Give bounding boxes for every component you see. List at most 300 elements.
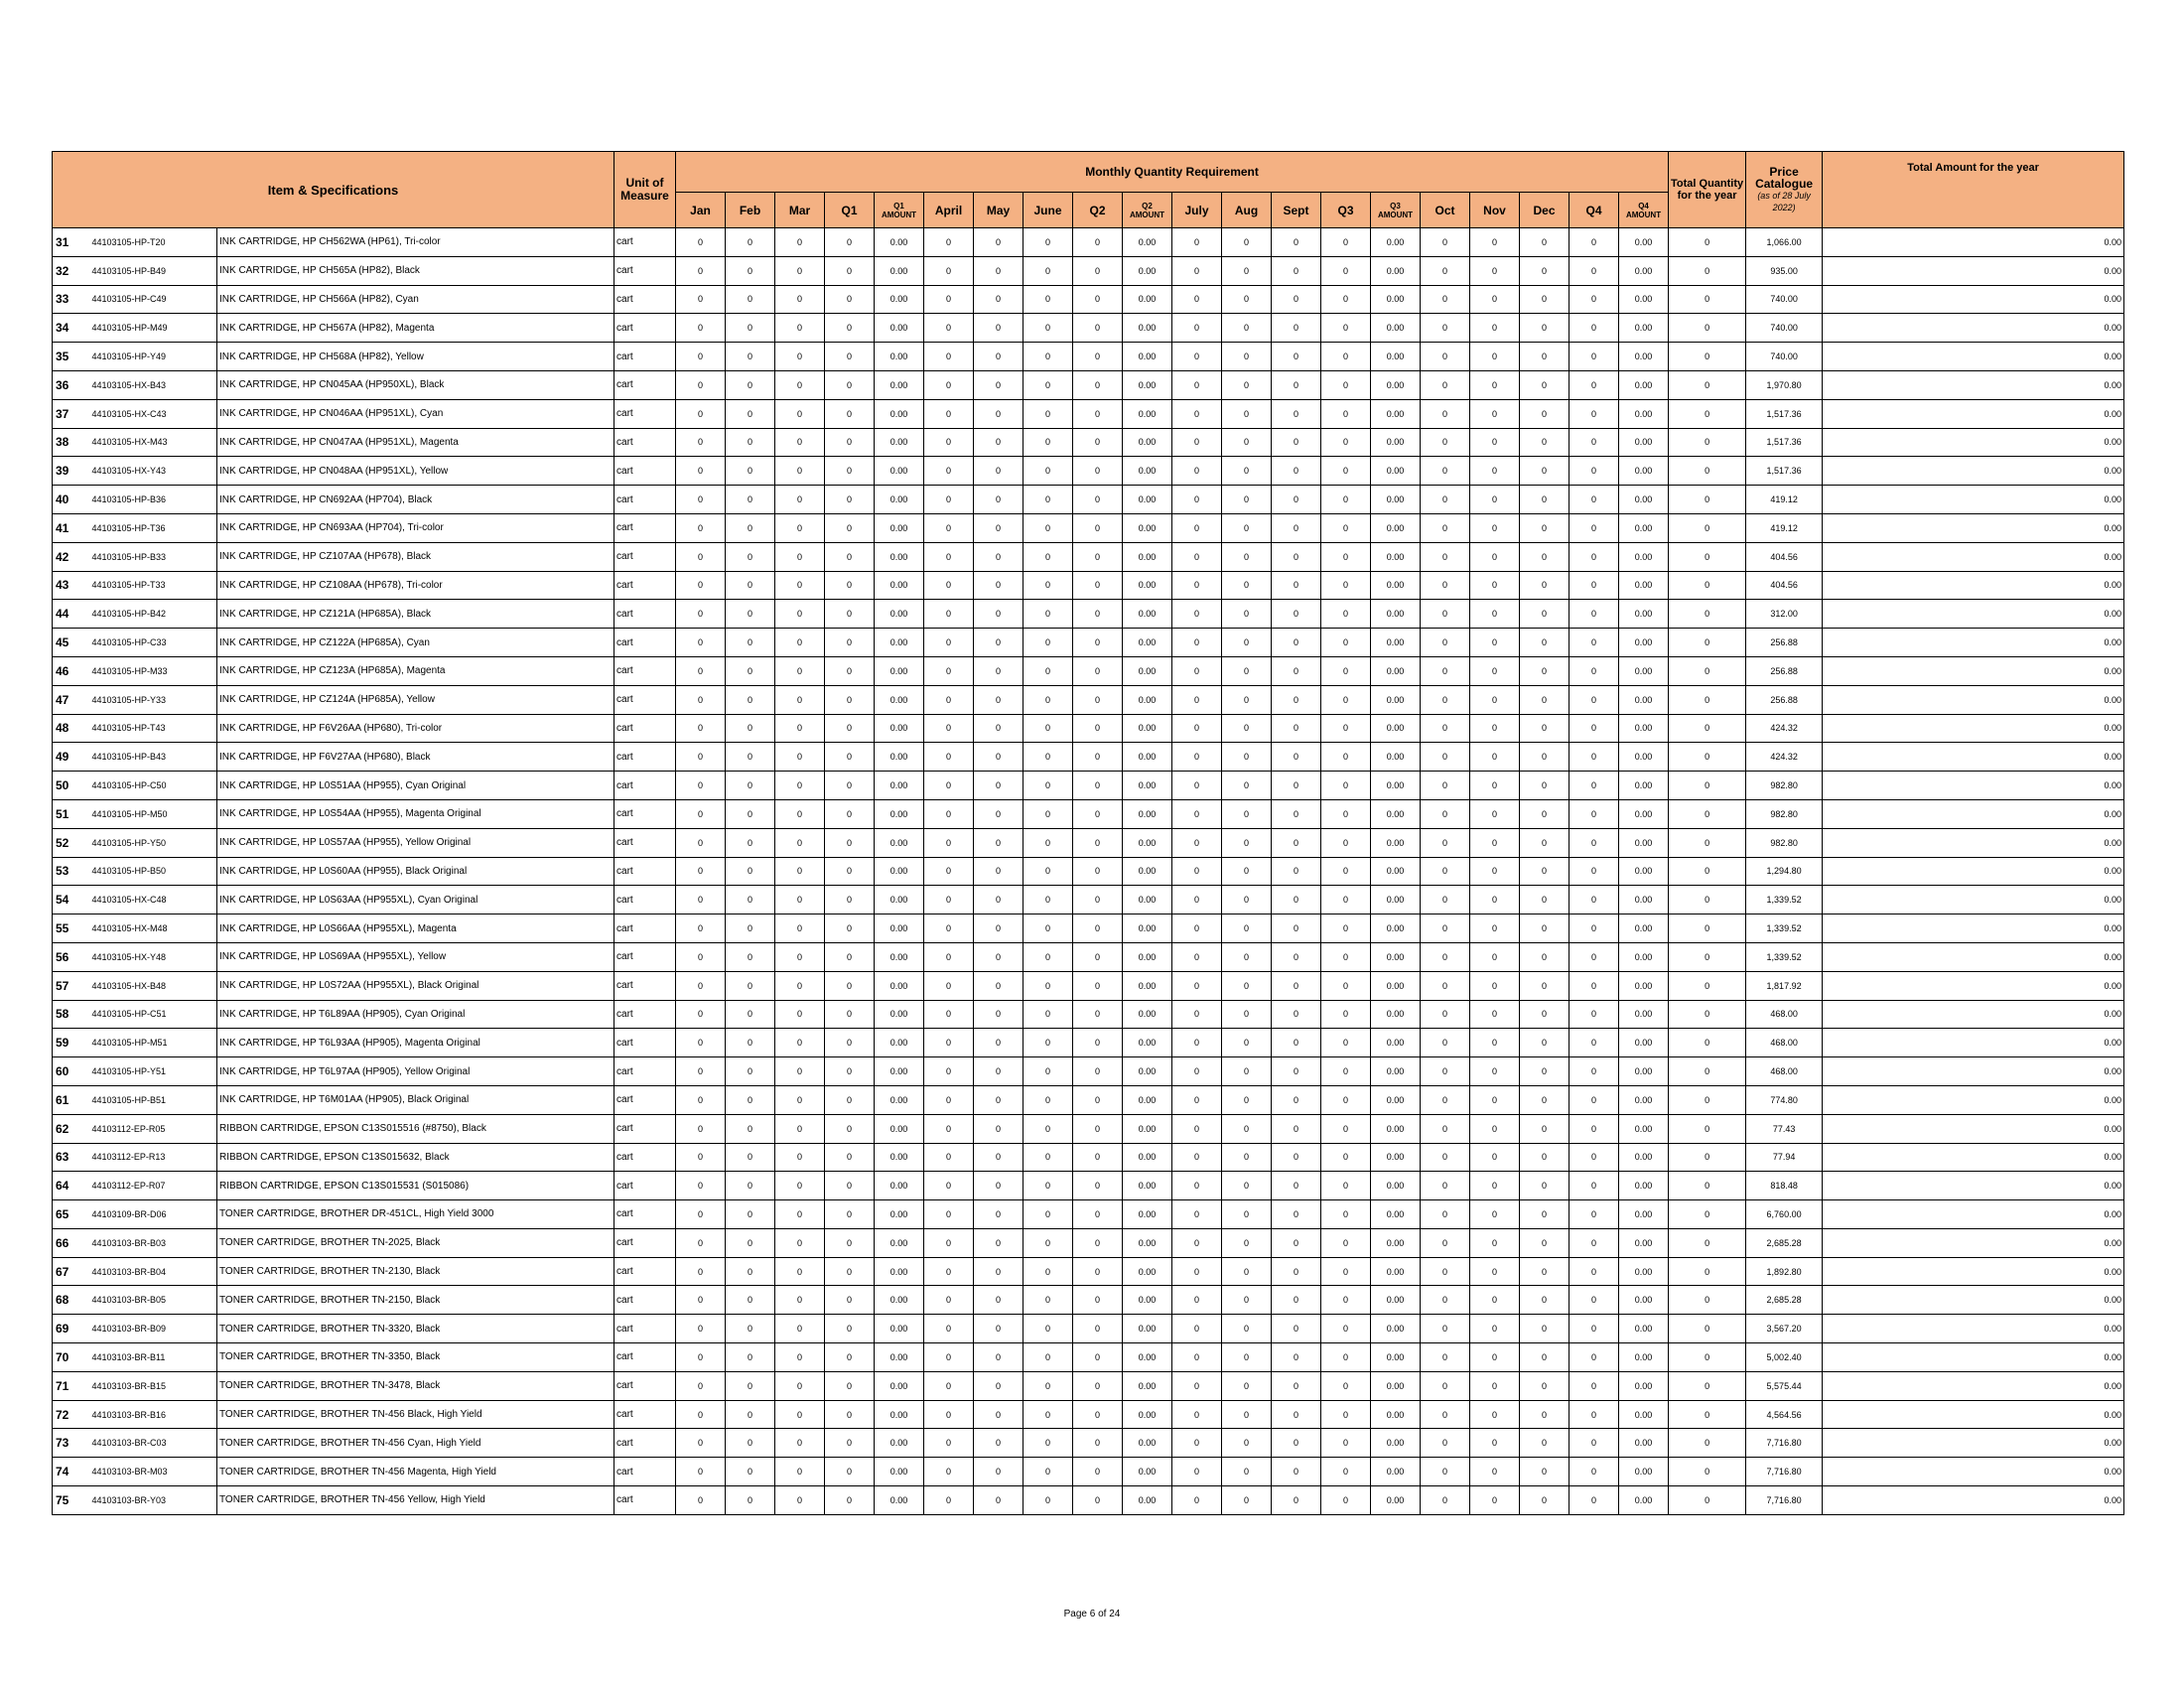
quarter-amount-cell: 0.00: [1371, 1343, 1421, 1372]
price-cell: 1,339.52: [1746, 942, 1823, 971]
item-number: 48: [53, 714, 90, 743]
quantity-cell: 0: [924, 857, 974, 886]
quarter-amount-cell: 0.00: [875, 772, 924, 800]
quarter-amount-cell: 0.00: [1619, 1200, 1669, 1229]
quantity-cell: 0: [1470, 399, 1520, 428]
price-cell: 424.32: [1746, 743, 1823, 772]
quantity-cell: 0: [676, 486, 726, 514]
total-quantity-cell: 0: [1669, 1085, 1746, 1114]
quantity-cell: 0: [775, 228, 825, 257]
total-amount-cell: 0.00: [1823, 285, 2124, 314]
total-quantity-cell: 0: [1669, 486, 1746, 514]
unit-of-measure: cart: [614, 314, 676, 343]
quantity-cell: 0: [825, 1458, 875, 1486]
quantity-cell: 0: [1421, 228, 1470, 257]
item-description: INK CARTRIDGE, HP CH566A (HP82), Cyan: [217, 285, 614, 314]
quantity-cell: 0: [1222, 1400, 1272, 1429]
quantity-cell: 0: [1172, 1172, 1222, 1200]
quarter-amount-cell: 0.00: [875, 942, 924, 971]
quantity-cell: 0: [775, 343, 825, 371]
quantity-cell: 0: [1570, 629, 1619, 657]
quantity-cell: 0: [726, 1371, 775, 1400]
quantity-cell: 0: [1272, 370, 1321, 399]
monthly-requirement-header: Monthly Quantity Requirement: [676, 152, 1669, 193]
quantity-cell: 0: [1470, 1458, 1520, 1486]
total-amount-cell: 0.00: [1823, 1057, 2124, 1086]
quantity-cell: 0: [1073, 886, 1123, 914]
table-row: [53, 1429, 2124, 1458]
price-cell: 419.12: [1746, 486, 1823, 514]
quantity-cell: 0: [1570, 1114, 1619, 1143]
unit-of-measure: cart: [614, 457, 676, 486]
quantity-cell: 0: [924, 1400, 974, 1429]
quantity-cell: 0: [1421, 1429, 1470, 1458]
item-number: 56: [53, 942, 90, 971]
quantity-cell: 0: [1024, 1486, 1073, 1515]
price-cell: 740.00: [1746, 285, 1823, 314]
unit-of-measure: cart: [614, 1029, 676, 1057]
quantity-cell: 0: [775, 285, 825, 314]
quantity-cell: 0: [924, 1114, 974, 1143]
quantity-cell: 0: [924, 685, 974, 714]
item-number: 66: [53, 1228, 90, 1257]
quantity-cell: 0: [1321, 1400, 1371, 1429]
quantity-cell: 0: [1024, 314, 1073, 343]
quantity-cell: 0: [1470, 1200, 1520, 1229]
quarter-amount-cell: 0.00: [1619, 629, 1669, 657]
quantity-cell: 0: [1172, 685, 1222, 714]
unit-of-measure: cart: [614, 343, 676, 371]
item-code: 44103112-EP-R07: [90, 1172, 217, 1200]
quantity-cell: 0: [1421, 1371, 1470, 1400]
quantity-cell: 0: [1520, 1114, 1570, 1143]
item-code: 44103105-HP-C50: [90, 772, 217, 800]
quantity-cell: 0: [1470, 228, 1520, 257]
quantity-cell: 0: [825, 1257, 875, 1286]
price-cell: 1,339.52: [1746, 914, 1823, 943]
quantity-cell: 0: [825, 285, 875, 314]
table-row: [53, 743, 2124, 772]
quantity-cell: 0: [1321, 457, 1371, 486]
quantity-cell: 0: [1570, 1228, 1619, 1257]
item-code: 44103105-HP-C49: [90, 285, 217, 314]
quantity-cell: 0: [1222, 971, 1272, 1000]
quantity-cell: 0: [1222, 772, 1272, 800]
quarter-amount-cell: 0.00: [1371, 1200, 1421, 1229]
item-description: TONER CARTRIDGE, BROTHER TN-2130, Black: [217, 1257, 614, 1286]
item-number: 38: [53, 428, 90, 457]
total-amount-cell: 0.00: [1823, 914, 2124, 943]
item-code: 44103105-HX-B43: [90, 370, 217, 399]
quantity-cell: 0: [825, 1200, 875, 1229]
month-header: Jan: [676, 193, 726, 228]
item-number: 57: [53, 971, 90, 1000]
quantity-cell: 0: [1172, 1228, 1222, 1257]
quantity-cell: 0: [1073, 370, 1123, 399]
quantity-cell: 0: [1272, 857, 1321, 886]
unit-of-measure: cart: [614, 600, 676, 629]
quantity-cell: 0: [775, 942, 825, 971]
quantity-cell: 0: [1024, 399, 1073, 428]
item-code: 44103105-HP-B51: [90, 1085, 217, 1114]
quantity-cell: 0: [676, 629, 726, 657]
quantity-cell: 0: [1520, 1343, 1570, 1372]
quantity-cell: 0: [676, 1000, 726, 1029]
quarter-amount-cell: 0.00: [1123, 486, 1172, 514]
quantity-cell: 0: [1172, 743, 1222, 772]
quantity-cell: 0: [1421, 370, 1470, 399]
quarter-amount-cell: 0.00: [875, 457, 924, 486]
quantity-cell: 0: [1570, 914, 1619, 943]
quantity-cell: 0: [1024, 457, 1073, 486]
total-quantity-cell: 0: [1669, 857, 1746, 886]
quantity-cell: 0: [1470, 914, 1520, 943]
quantity-cell: 0: [1470, 1486, 1520, 1515]
item-number: 33: [53, 285, 90, 314]
quarter-amount-cell: 0.00: [1123, 571, 1172, 600]
item-description: TONER CARTRIDGE, BROTHER TN-456 Magenta, High Yield: [217, 1458, 614, 1486]
price-cell: 1,970.80: [1746, 370, 1823, 399]
quantity-cell: 0: [1272, 1429, 1321, 1458]
item-number: 59: [53, 1029, 90, 1057]
quarter-amount-cell: 0.00: [875, 1486, 924, 1515]
quarter-amount-cell: 0.00: [1123, 1458, 1172, 1486]
price-catalogue-header: [1746, 152, 1823, 228]
quantity-cell: 0: [1570, 1257, 1619, 1286]
item-description: TONER CARTRIDGE, BROTHER TN-456 Black, High Yield: [217, 1400, 614, 1429]
quarter-amount-cell: 0.00: [1123, 1343, 1172, 1372]
quantity-cell: 0: [924, 571, 974, 600]
quantity-cell: 0: [1321, 228, 1371, 257]
quantity-cell: 0: [1321, 428, 1371, 457]
quantity-cell: 0: [1570, 1371, 1619, 1400]
quantity-cell: 0: [1321, 1057, 1371, 1086]
item-code: 44103105-HX-Y43: [90, 457, 217, 486]
unit-of-measure: cart: [614, 1085, 676, 1114]
quantity-cell: 0: [775, 1257, 825, 1286]
quarter-amount-cell: 0.00: [1123, 1057, 1172, 1086]
quantity-cell: 0: [1272, 714, 1321, 743]
item-number: 64: [53, 1172, 90, 1200]
quantity-cell: 0: [676, 457, 726, 486]
quantity-cell: 0: [1024, 1343, 1073, 1372]
quarter-amount-cell: 0.00: [1123, 1486, 1172, 1515]
quarter-amount-cell: 0.00: [1123, 971, 1172, 1000]
quantity-cell: 0: [924, 772, 974, 800]
quantity-cell: 0: [1073, 857, 1123, 886]
total-quantity-cell: 0: [1669, 714, 1746, 743]
quantity-cell: 0: [1470, 1315, 1520, 1343]
total-quantity-cell: 0: [1669, 1458, 1746, 1486]
quantity-cell: 0: [1024, 428, 1073, 457]
quantity-cell: 0: [1321, 1029, 1371, 1057]
table-row: [53, 685, 2124, 714]
quarter-amount-cell: 0.00: [1619, 1371, 1669, 1400]
quantity-cell: 0: [1172, 772, 1222, 800]
price-cell: 2,685.28: [1746, 1286, 1823, 1315]
total-quantity-cell: 0: [1669, 228, 1746, 257]
quantity-cell: 0: [1470, 1085, 1520, 1114]
quantity-cell: 0: [775, 542, 825, 571]
quantity-cell: 0: [1172, 370, 1222, 399]
quantity-cell: 0: [974, 772, 1024, 800]
quarter-amount-cell: 0.00: [1619, 343, 1669, 371]
quantity-cell: 0: [1024, 1085, 1073, 1114]
quantity-cell: 0: [726, 228, 775, 257]
quarter-amount-cell: 0.00: [1123, 685, 1172, 714]
quarter-amount-cell: 0.00: [1123, 828, 1172, 857]
quantity-cell: 0: [1222, 600, 1272, 629]
month-header: April: [924, 193, 974, 228]
quantity-cell: 0: [1470, 1029, 1520, 1057]
quarter-amount-cell: 0.00: [1619, 1143, 1669, 1172]
item-number: 46: [53, 656, 90, 685]
item-code: 44103103-BR-B11: [90, 1343, 217, 1372]
month-header: Q3: [1321, 193, 1371, 228]
price-cell: 7,716.80: [1746, 1429, 1823, 1458]
quantity-cell: 0: [1272, 1200, 1321, 1229]
quantity-cell: 0: [676, 1429, 726, 1458]
item-code: 44103105-HP-B36: [90, 486, 217, 514]
item-description: TONER CARTRIDGE, BROTHER TN-3320, Black: [217, 1315, 614, 1343]
quantity-cell: 0: [1570, 1429, 1619, 1458]
item-code: 44103103-BR-B04: [90, 1257, 217, 1286]
item-code: 44103103-BR-B05: [90, 1286, 217, 1315]
quarter-amount-cell: 0.00: [1619, 1458, 1669, 1486]
quantity-cell: 0: [825, 1315, 875, 1343]
quantity-cell: 0: [1222, 1458, 1272, 1486]
quantity-cell: 0: [1222, 1228, 1272, 1257]
quantity-cell: 0: [1222, 571, 1272, 600]
item-number: 73: [53, 1429, 90, 1458]
unit-of-measure: cart: [614, 857, 676, 886]
unit-of-measure: cart: [614, 1228, 676, 1257]
table-row: [53, 1057, 2124, 1086]
quantity-cell: 0: [1570, 1029, 1619, 1057]
quantity-cell: 0: [1321, 1114, 1371, 1143]
quantity-cell: 0: [1172, 971, 1222, 1000]
quantity-cell: 0: [676, 513, 726, 542]
quantity-cell: 0: [1222, 1143, 1272, 1172]
table-row: [53, 828, 2124, 857]
quantity-cell: 0: [1520, 428, 1570, 457]
unit-of-measure: cart: [614, 228, 676, 257]
quantity-cell: 0: [676, 1486, 726, 1515]
item-description: INK CARTRIDGE, HP CH562WA (HP61), Tri-color: [217, 228, 614, 257]
quantity-cell: 0: [1421, 914, 1470, 943]
quantity-cell: 0: [924, 370, 974, 399]
quantity-cell: 0: [775, 656, 825, 685]
quantity-cell: 0: [825, 1000, 875, 1029]
month-header-amount-part: Q1: [893, 201, 904, 211]
item-description: INK CARTRIDGE, HP T6L97AA (HP905), Yellow Original: [217, 1057, 614, 1086]
table-row: [53, 1114, 2124, 1143]
quantity-cell: 0: [775, 828, 825, 857]
total-amount-cell: 0.00: [1823, 1200, 2124, 1229]
total-amount-cell: 0.00: [1823, 799, 2124, 828]
quantity-cell: 0: [1520, 1315, 1570, 1343]
quantity-cell: 0: [1321, 772, 1371, 800]
quantity-cell: 0: [1321, 942, 1371, 971]
quantity-cell: 0: [676, 914, 726, 943]
price-cell: 982.80: [1746, 772, 1823, 800]
item-code: 44103109-BR-D06: [90, 1200, 217, 1229]
total-quantity-cell: 0: [1669, 285, 1746, 314]
quantity-cell: 0: [1172, 1000, 1222, 1029]
total-amount-cell: 0.00: [1823, 1429, 2124, 1458]
total-quantity-cell: 0: [1669, 256, 1746, 285]
quantity-cell: 0: [1321, 1315, 1371, 1343]
quantity-cell: 0: [1172, 656, 1222, 685]
quantity-cell: 0: [1421, 799, 1470, 828]
table-header: [53, 152, 2124, 228]
table-row: [53, 1315, 2124, 1343]
item-number: 70: [53, 1343, 90, 1372]
quantity-cell: 0: [1272, 513, 1321, 542]
quarter-amount-cell: 0.00: [1123, 886, 1172, 914]
item-code: 44103105-HP-C33: [90, 629, 217, 657]
item-description: INK CARTRIDGE, HP CZ122A (HP685A), Cyan: [217, 629, 614, 657]
price-cell: 2,685.28: [1746, 1228, 1823, 1257]
table-row: [53, 914, 2124, 943]
quantity-cell: 0: [974, 743, 1024, 772]
quarter-amount-cell: 0.00: [875, 828, 924, 857]
price-catalogue-label: Price Catalogue: [1755, 165, 1814, 191]
total-quantity-cell: 0: [1669, 1286, 1746, 1315]
quantity-cell: 0: [825, 571, 875, 600]
quantity-cell: 0: [676, 285, 726, 314]
item-number: 32: [53, 256, 90, 285]
quantity-cell: 0: [726, 1143, 775, 1172]
quantity-cell: 0: [775, 1057, 825, 1086]
quantity-cell: 0: [1024, 1371, 1073, 1400]
item-number: 63: [53, 1143, 90, 1172]
quantity-cell: 0: [1421, 857, 1470, 886]
quantity-cell: 0: [974, 1315, 1024, 1343]
quantity-cell: 0: [676, 571, 726, 600]
price-cell: 256.88: [1746, 656, 1823, 685]
item-code: 44103103-BR-B03: [90, 1228, 217, 1257]
quantity-cell: 0: [1024, 256, 1073, 285]
month-header-amount-part: Q2: [1142, 201, 1153, 211]
quarter-amount-cell: 0.00: [1371, 714, 1421, 743]
item-description: INK CARTRIDGE, HP T6L93AA (HP905), Magenta Original: [217, 1029, 614, 1057]
quantity-cell: 0: [1222, 228, 1272, 257]
quantity-cell: 0: [775, 513, 825, 542]
quarter-amount-cell: 0.00: [1619, 314, 1669, 343]
quantity-cell: 0: [974, 600, 1024, 629]
quantity-cell: 0: [726, 656, 775, 685]
quantity-cell: 0: [1272, 428, 1321, 457]
quarter-amount-cell: 0.00: [1123, 799, 1172, 828]
quarter-amount-cell: 0.00: [875, 486, 924, 514]
quantity-cell: 0: [1520, 743, 1570, 772]
quarter-amount-cell: 0.00: [1123, 1114, 1172, 1143]
quantity-cell: 0: [1272, 1228, 1321, 1257]
quantity-cell: 0: [1470, 542, 1520, 571]
quarter-amount-cell: 0.00: [1619, 828, 1669, 857]
quantity-cell: 0: [775, 370, 825, 399]
total-quantity-cell: 0: [1669, 1257, 1746, 1286]
quantity-cell: 0: [1073, 428, 1123, 457]
quantity-cell: 0: [1321, 1486, 1371, 1515]
quarter-amount-cell: 0.00: [1371, 1114, 1421, 1143]
item-code: 44103105-HP-B33: [90, 542, 217, 571]
month-header-amount-part: AMOUNT: [1625, 210, 1662, 219]
quarter-amount-cell: 0.00: [1123, 513, 1172, 542]
quantity-cell: 0: [1172, 513, 1222, 542]
quantity-cell: 0: [1024, 1458, 1073, 1486]
price-cell: 6,760.00: [1746, 1200, 1823, 1229]
quantity-cell: 0: [1024, 542, 1073, 571]
quantity-cell: 0: [1172, 1200, 1222, 1229]
quantity-cell: 0: [1470, 1371, 1520, 1400]
quarter-amount-cell: 0.00: [1371, 399, 1421, 428]
quarter-amount-cell: 0.00: [1619, 1228, 1669, 1257]
quantity-cell: 0: [1570, 457, 1619, 486]
quantity-cell: 0: [726, 1029, 775, 1057]
table-row: [53, 1085, 2124, 1114]
price-cell: 312.00: [1746, 600, 1823, 629]
total-amount-cell: 0.00: [1823, 571, 2124, 600]
total-quantity-cell: 0: [1669, 571, 1746, 600]
item-description: INK CARTRIDGE, HP CZ123A (HP685A), Magenta: [217, 656, 614, 685]
quantity-cell: 0: [1222, 1085, 1272, 1114]
quantity-cell: 0: [1470, 714, 1520, 743]
item-number: 65: [53, 1200, 90, 1229]
total-quantity-cell: 0: [1669, 743, 1746, 772]
quantity-cell: 0: [1024, 857, 1073, 886]
quantity-cell: 0: [1272, 1029, 1321, 1057]
quantity-cell: 0: [1470, 600, 1520, 629]
quarter-amount-cell: 0.00: [875, 971, 924, 1000]
quantity-cell: 0: [924, 228, 974, 257]
quarter-amount-cell: 0.00: [875, 714, 924, 743]
quantity-cell: 0: [1024, 228, 1073, 257]
quarter-amount-cell: 0.00: [875, 857, 924, 886]
quantity-cell: 0: [1172, 343, 1222, 371]
total-amount-cell: 0.00: [1823, 1257, 2124, 1286]
quantity-cell: 0: [1272, 743, 1321, 772]
unit-of-measure: cart: [614, 1343, 676, 1372]
total-quantity-cell: 0: [1669, 942, 1746, 971]
item-number: 69: [53, 1315, 90, 1343]
quantity-cell: 0: [676, 399, 726, 428]
month-header: Dec: [1520, 193, 1570, 228]
quarter-amount-cell: 0.00: [1619, 1429, 1669, 1458]
quantity-cell: 0: [924, 256, 974, 285]
quantity-cell: 0: [1570, 228, 1619, 257]
total-quantity-cell: 0: [1669, 600, 1746, 629]
table-row: [53, 571, 2124, 600]
quantity-cell: 0: [1570, 399, 1619, 428]
item-code: 44103105-HP-B43: [90, 743, 217, 772]
total-amount-cell: 0.00: [1823, 1343, 2124, 1372]
quarter-amount-cell: 0.00: [875, 256, 924, 285]
quarter-amount-cell: 0.00: [1123, 1257, 1172, 1286]
month-header: Mar: [775, 193, 825, 228]
table-row: [53, 942, 2124, 971]
total-amount-cell: 0.00: [1823, 1143, 2124, 1172]
unit-of-measure: cart: [614, 1114, 676, 1143]
quarter-amount-cell: 0.00: [1123, 1000, 1172, 1029]
quantity-cell: 0: [1421, 285, 1470, 314]
quantity-cell: 0: [1520, 256, 1570, 285]
quantity-cell: 0: [1470, 1429, 1520, 1458]
quantity-cell: 0: [676, 1200, 726, 1229]
quantity-cell: 0: [1272, 1143, 1321, 1172]
unit-of-measure: cart: [614, 285, 676, 314]
